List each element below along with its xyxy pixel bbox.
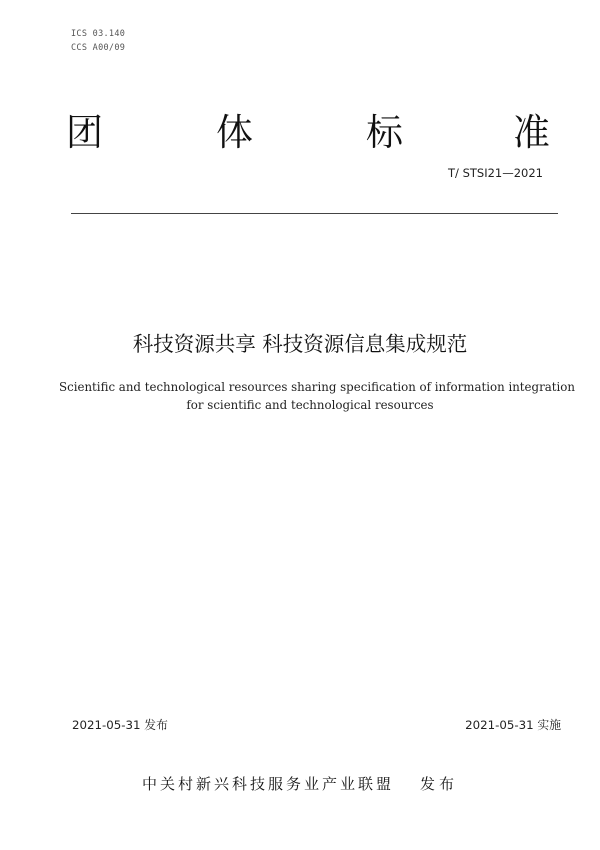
ics-code: ICS 03.140 bbox=[71, 29, 126, 39]
issue-action: 发布 bbox=[420, 775, 459, 793]
document-title-english-line-1: Scientific and technological resources sharing specification of information integration bbox=[59, 380, 575, 394]
ccs-code: CCS A00/09 bbox=[71, 43, 126, 53]
header-divider bbox=[71, 213, 558, 214]
standard-type-char-1: 团 bbox=[66, 111, 103, 154]
standard-type-char-2: 体 bbox=[216, 111, 253, 154]
standard-type-char-3: 标 bbox=[366, 111, 403, 154]
standard-number: T/ STSI21—2021 bbox=[448, 166, 543, 180]
standard-type-char-4: 准 bbox=[513, 111, 550, 154]
release-date: 2021-05-31 发布 bbox=[72, 718, 168, 732]
implementation-date: 2021-05-31 实施 bbox=[465, 718, 561, 732]
issuing-organization: 中关村新兴科技服务业产业联盟 bbox=[141, 775, 394, 793]
document-title-english-line-2: for scientific and technological resources bbox=[186, 398, 434, 412]
document-title-chinese: 科技资源共享 科技资源信息集成规范 bbox=[132, 332, 468, 356]
issuer-line bbox=[0, 773, 600, 794]
